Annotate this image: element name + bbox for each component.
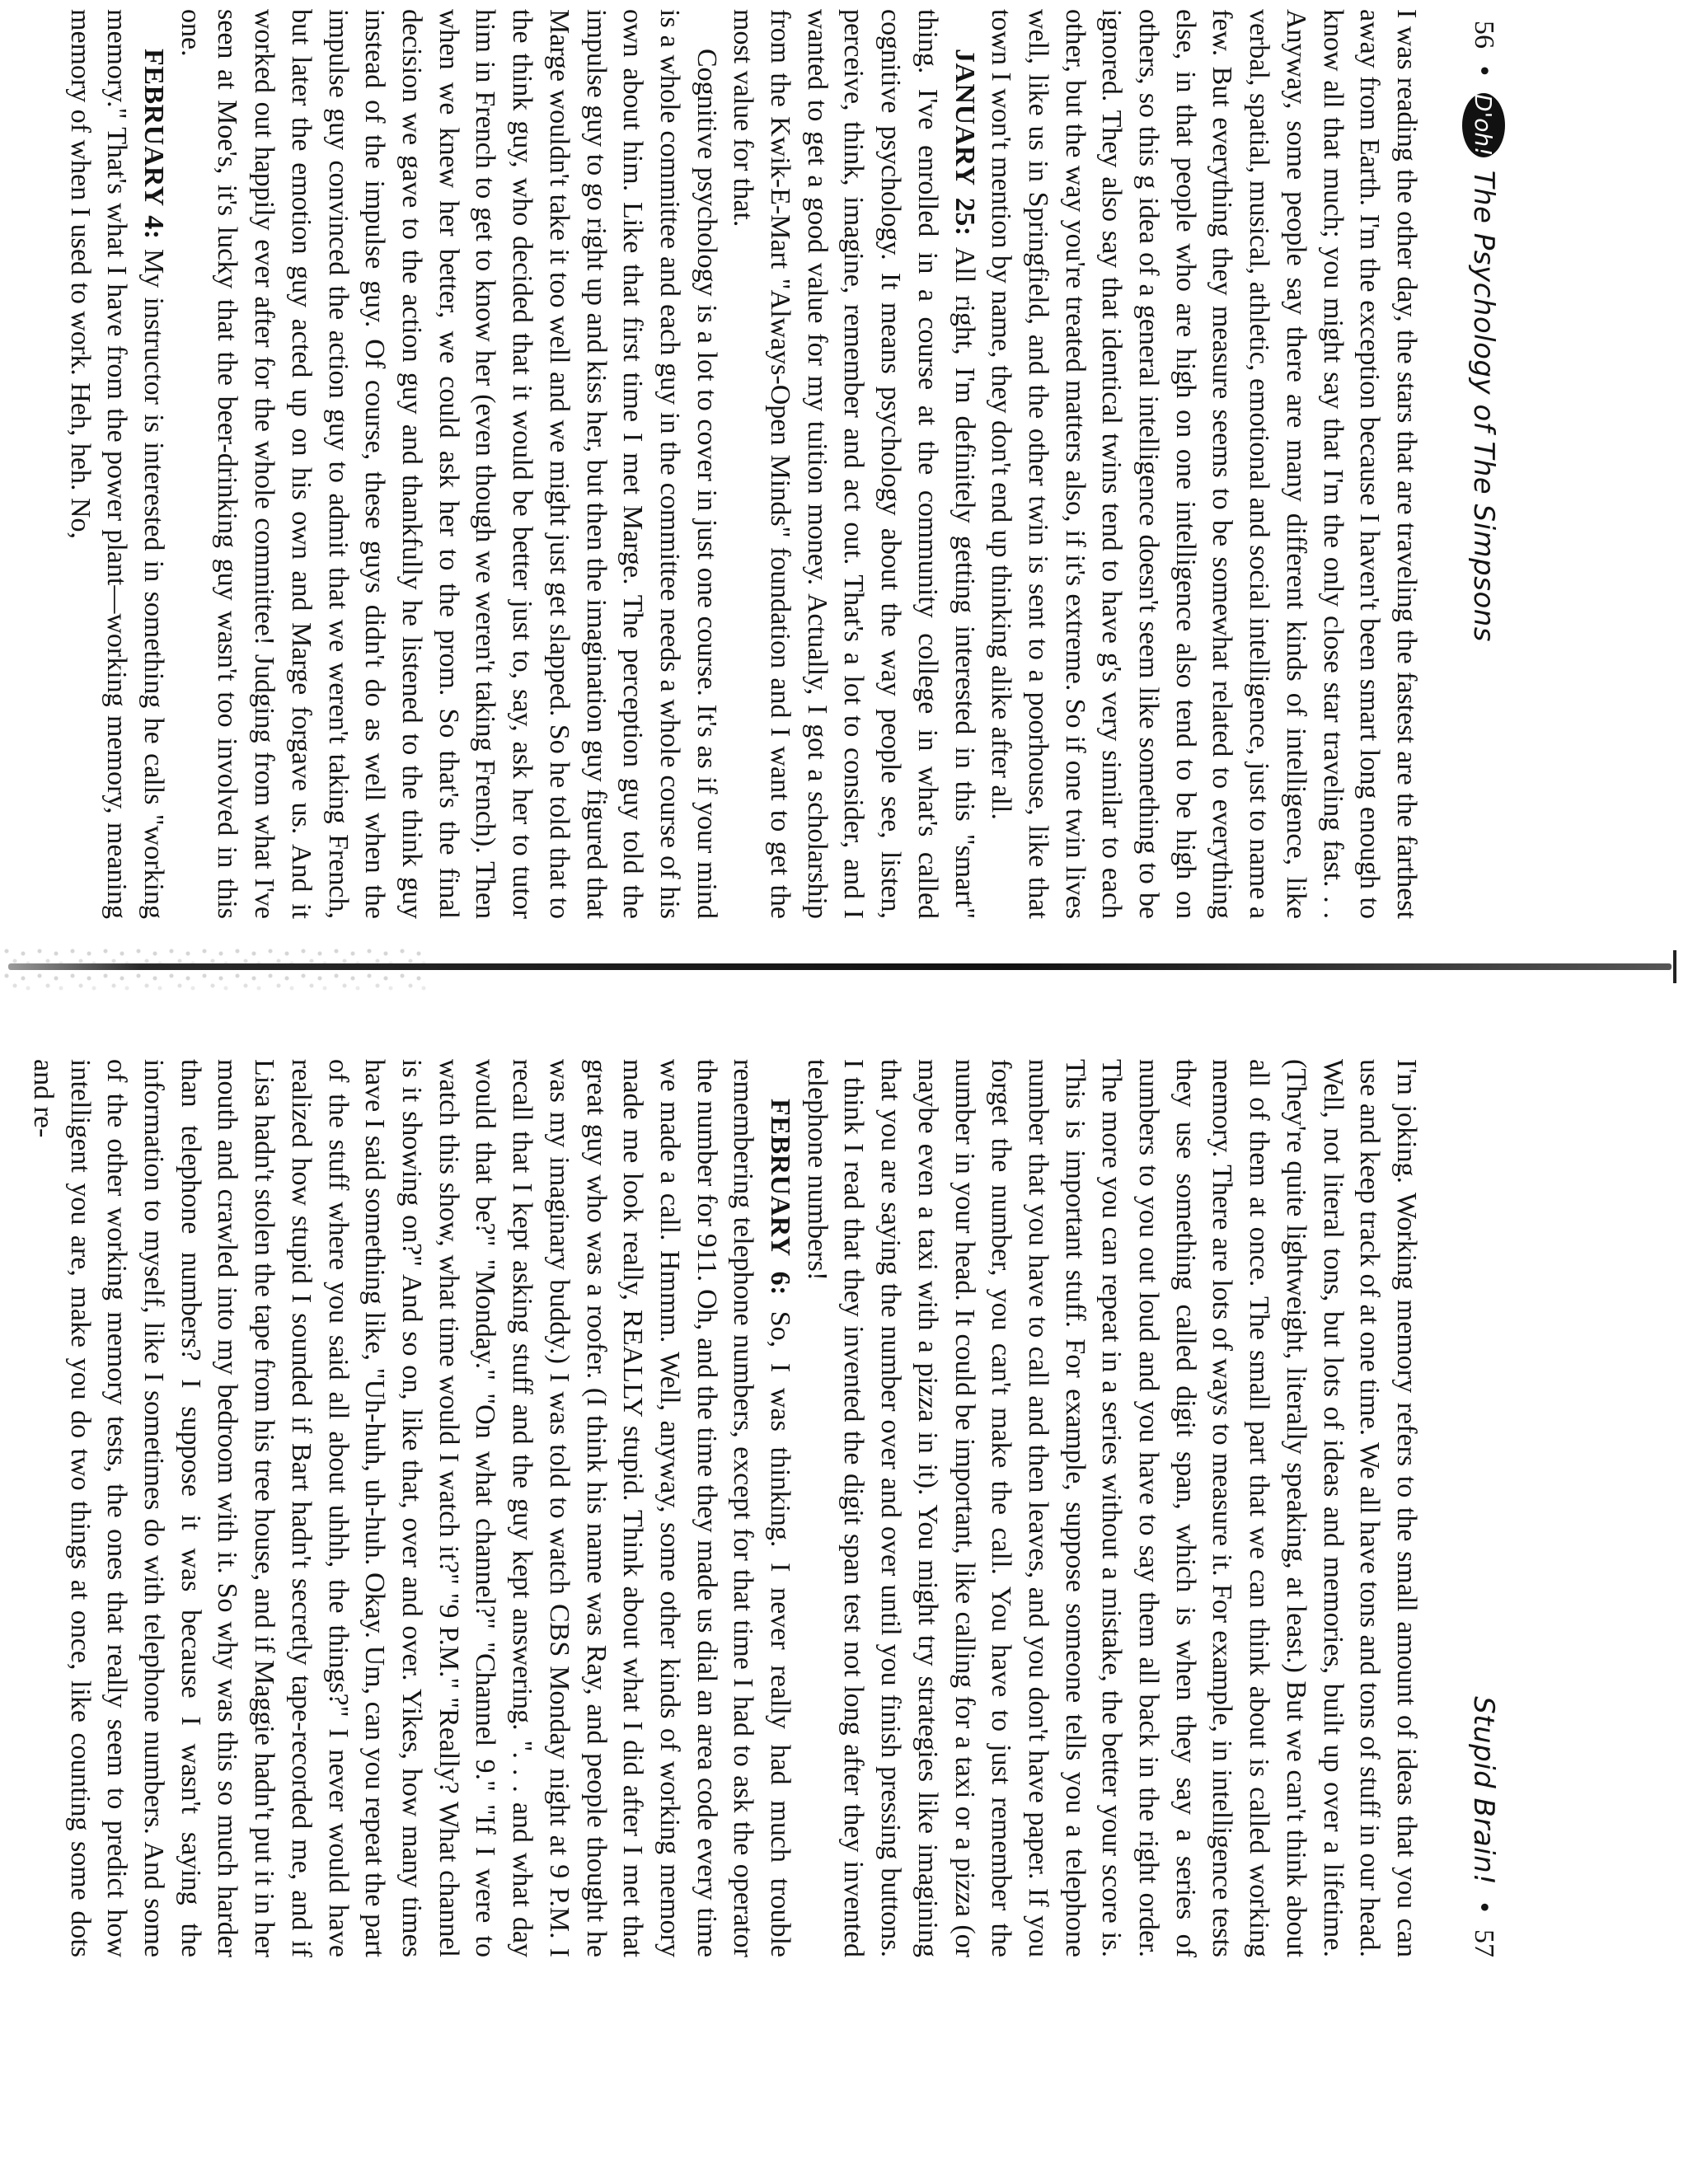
chapter-title: Stupid Brain! (1467, 1696, 1500, 1886)
entry-date: FEBRUARY 6: (765, 1099, 796, 1296)
left-page-number: 56 (1469, 21, 1499, 49)
right-page (27, 1059, 1508, 1958)
paragraph (61, 9, 171, 919)
paragraph (724, 9, 982, 919)
book-gutter (0, 944, 1688, 993)
right-page-number: 57 (1469, 1929, 1499, 1957)
paragraph (798, 1059, 1424, 1957)
right-header-bullet: • (1469, 1900, 1498, 1915)
left-header-bullet: • (1469, 63, 1498, 78)
right-page-body (24, 1059, 1424, 1957)
paragraph-text: My instructor is interested in something he calls "working memory." That's what I have from the power plant—working memory, meaning memory of when I used to work. Heh, heh. No, (64, 9, 170, 919)
left-page-body (61, 9, 1424, 919)
paragraph (24, 1059, 798, 1957)
paragraph-text: I was reading the other day, the stars that are traveling the fastest are the farthest away from Earth. I'm the exception because I haven't been smart long enough to know all that much; you might say that I'm the only close star traveling fast. . . Anyway, some people say there are many different kinds of intelligence, like verbal, spatial, musical, athletic, emotional and social intelligence, just to name a few. But everything they measure seems to be somewhat related to everything else, in that people who are high on one intelligence also tend to be high on others, so this g idea of a general intelligence doesn't seem like something to be ignored. They also say that identical twins tend to have g's very similar to each other, but the way you're treated matters also, if it's extreme. So if one twin lives well, like us in Springfield, and the other twin is sent to a poorhouse, like that town I won't mention by name, they don't end up thinking alike after all. (986, 9, 1422, 919)
left-running-head (1459, 21, 1508, 919)
paragraph-text: I'm joking. Working memory refers to the small amount of ideas that you can use and keep track of at one time. We all have tons and tons of stuff in our head. Well, not literal tons, but lots of ideas and memories, built up over a lifetime. (They're quite lightweight, literally speaking, at least.) But we can't think about all of them at once. The small part that we can think about is called working memory. There are lots of ways to measure it. For example, in intelligence tests they use something called digit span, which is when they say a series of numbers to you out loud and you have to say them all back in the right order. The more you can repeat in a series without a mistake, the better your score is. This is important stuff. For example, suppose someone tells you a telephone number that you have to call and then leaves, and you don't have paper. If you forget the number, you can't make the call. You have to just remember the number in your head. It could be important, like calling for a taxi or a pizza (or maybe even a taxi with a pizza in it). You might try strategies like imagining that you are saying the number over and over until you finish pressing buttons. I think I read that they invented the digit span test not long after they invented telephone numbers! (801, 1059, 1422, 1957)
paragraph-text: So, I was thinking. I never really had much trouble remembering telephone numbers, except for that time I had to ask the operator the number for 911. Oh, and the time they made us dial an area code every time we made a call. Hmmm. Well, anyway, some other kinds of working memory made me look really, REALLY stupid. Think about what I did after I met that great guy who was a roofer. (I think his name was Ray, and people thought he was my imaginary buddy.) I was told to watch CBS Monday night at 9 P.M. I recall that I kept asking stuff and the guy kept answering. ". . . and what day would that be?" "Monday." "On what channel?" "Channel 9." "If I were to watch this show, what time would I watch it?" "9 P.M." "Really? What channel is it showing on?" And so on, like that, over and over. Yikes, how many times have I said something like, "Uh-huh, uh-huh. Okay. Um, can you repeat the part of the stuff where you said all about uhhh, the things?" I never would have realized how stupid I sounded if Bart hadn't secretly tape-recorded me, and if Lisa hadn't stolen the tape from his tree house, and if Maggie hadn't put it in her mouth and crawled into my bedroom with it. So why was this so much harder than telephone numbers? I suppose it was because I wasn't saying the information to myself, like I sometimes do with telephone numbers. And some of the other working memory tests, the ones that really seem to predict how intelligent you are, make you do two things at once, like counting some dots and re- (27, 1059, 796, 1958)
entry-date: FEBRUARY 4: (138, 49, 170, 240)
gutter-edge-mark (1673, 950, 1676, 983)
right-running-head (1459, 1059, 1508, 1957)
left-page (64, 9, 1508, 919)
book-title: The Psychology of The Simpsons (1467, 170, 1500, 643)
paragraph (982, 9, 1424, 919)
gutter-line (8, 963, 1672, 970)
entry-date: JANUARY 25: (949, 49, 980, 237)
doh-logo-icon: D'oh! (1462, 93, 1505, 157)
paragraph-text: Cognitive psychology is a lot to cover in just one course. It's as if your mind is a whole committee and each guy in the committee needs a whole course of his own about him. Like that first time I met Marge. The perception guy told the impulse guy to go right up and kiss her, but then the imagination guy figured that Marge wouldn't take it too well and we might just get slapped. So he told that to the think guy, who decided that it would be better just to, say, ask her to tutor him in French to get to know her (even though we weren't taking French). Then when we knew her better, we could ask her to the prom. So that's the final decision we gave to the action guy and thankfully he listened to the think guy instead of the impulse guy. Of course, these guys didn't do as well when the impulse guy convinced the action guy to admit that we weren't taking French, but later the emotion guy acted up on his own and Marge forgave us. And it worked out happily ever after for the whole committee! Judging from what I've seen at Moe's, it's lucky that the beer-drinking guy wasn't too involved in this one. (175, 9, 722, 919)
paragraph (171, 9, 724, 919)
paragraph-text: All right, I'm definitely getting interested in this "smart" thing. I've enrolled in a course at the community college in what's called cognitive psychology. It means psychology about the way people see, listen, perceive, think, imagine, remember and act out. That's a lot to consider, and I wanted to get a good value for my tuition money. Actually, I got a scholarship from the Kwik-E-Mart "Always-Open Minds" foundation and I want to get the most value for that. (728, 9, 980, 919)
